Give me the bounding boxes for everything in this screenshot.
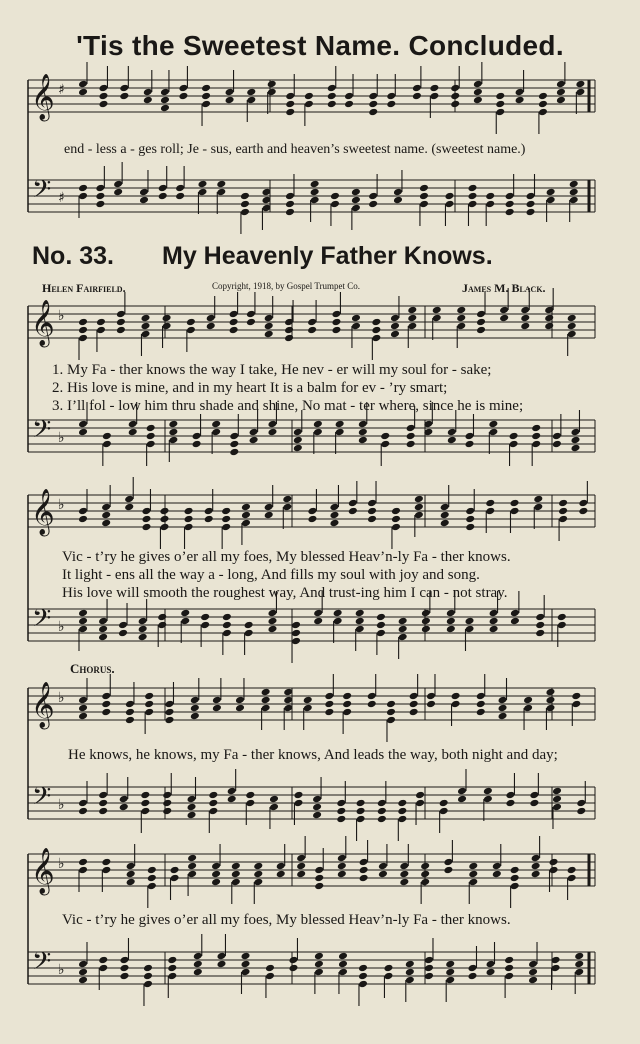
lyricist-credit: Helen Fairfield. — [42, 281, 126, 295]
bass-clef-icon: 𝄢 — [32, 415, 52, 450]
treble-clef-icon: 𝄞 — [31, 848, 55, 894]
hymn-title: My Heavenly Father Knows. — [162, 242, 493, 270]
key-signature-bass-0: ♯ — [58, 190, 65, 206]
bass-clef-icon: 𝄢 — [32, 782, 52, 817]
bass-notes-2 — [78, 591, 567, 663]
key-signature-2: ♭ — [58, 497, 65, 513]
previous-hymn-title: 'Tis the Sweetest Name. Concluded. — [76, 30, 564, 61]
bass-clef-icon: 𝄢 — [32, 604, 52, 639]
key-signature-bass-4: ♭ — [58, 962, 65, 978]
verse-3-line-2: His love will smooth the roughest way, And trust-ing him I can - not stray. — [62, 585, 508, 601]
treble-clef-icon: 𝄞 — [31, 74, 55, 120]
verse-1-line-1: 1. My Fa - ther knows the way I take, He nev - er will my soul for - sake; — [52, 362, 492, 378]
treble-staff-4 — [28, 854, 595, 886]
treble-notes-4 — [78, 836, 577, 908]
treble-notes-1 — [78, 288, 577, 360]
verse-2-line-2: It light - ens all the way a - long, And fills my soul with joy and song. — [62, 567, 480, 583]
chorus-label: Chorus. — [70, 661, 115, 676]
key-signature-1: ♭ — [58, 308, 65, 324]
hymn-number: No. 33. — [32, 242, 114, 270]
key-signature-bass-3: ♭ — [58, 797, 65, 813]
verse-2-line-1: 2. His love is mine, and in my heart It is a balm for ev - ’ry smart; — [52, 380, 448, 396]
chorus-line-2: Vic - t’ry he gives o’er all my foes, My blessed Heav’n-ly Fa - ther knows. — [62, 912, 511, 928]
copyright-notice: Copyright, 1918, by Gospel Trumpet Co. — [212, 281, 361, 291]
key-signature-bass-2: ♭ — [58, 619, 65, 635]
prev-hymn-lyric: end - less a - ges roll; Je - sus, earth and heaven’s sweetest name. (sweetest name.) — [64, 142, 526, 157]
key-signature-3: ♭ — [58, 690, 65, 706]
treble-clef-icon: 𝄞 — [31, 300, 55, 346]
bass-notes-1 — [78, 402, 580, 466]
treble-clef-icon: 𝄞 — [31, 682, 55, 728]
key-signature-0: ♯ — [58, 82, 65, 98]
bass-notes-0 — [78, 162, 579, 234]
bass-clef-icon: 𝄢 — [32, 175, 52, 210]
bass-notes-4 — [78, 934, 584, 1006]
treble-clef-icon: 𝄞 — [31, 489, 55, 535]
key-signature-bass-1: ♭ — [58, 430, 65, 446]
bass-staff-2 — [28, 609, 595, 641]
verse-1-line-2: Vic - t’ry he gives o’er all my foes, My blessed Heav’n-ly Fa - ther knows. — [62, 549, 511, 565]
treble-staff-3 — [28, 688, 595, 720]
key-signature-4: ♭ — [58, 856, 65, 872]
bass-notes-3 — [78, 769, 586, 841]
treble-notes-2 — [78, 477, 588, 549]
chorus-line-1: He knows, he knows, my Fa - ther knows, And leads the way, both night and day; — [68, 747, 558, 763]
bass-clef-icon: 𝄢 — [32, 947, 52, 982]
composer-credit: James M. Black. — [462, 281, 546, 295]
verse-3-line-1: 3. I’ll fol - low him thru shade and shine, No mat - ter where, since he is mine; — [52, 398, 524, 414]
treble-notes-3 — [78, 674, 581, 742]
treble-notes-0 — [78, 62, 585, 134]
